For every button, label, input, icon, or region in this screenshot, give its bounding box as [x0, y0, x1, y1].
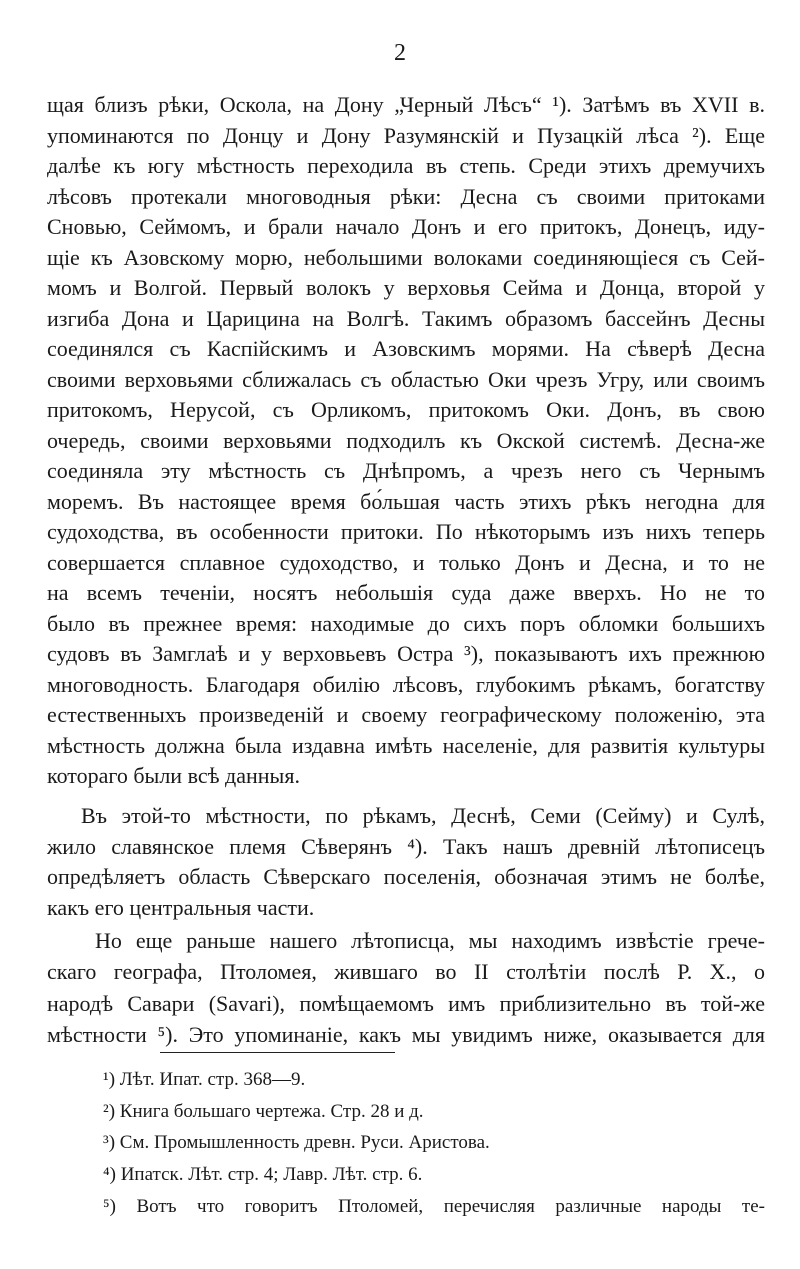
text-line: судоходства, въ особенности притоки. По нѣкоторымъ изъ нихъ теперь — [47, 519, 765, 544]
text-line: мѣстность должна была издавна имѣть населеніе, для развитія культуры — [47, 732, 765, 758]
text-line: Въ этой-то мѣстности, по рѣкамъ, Деснѣ, Семи (Сейму) и Сулѣ, — [81, 803, 765, 828]
footnote: ³) См. Промышленность древн. Руси. Аристова. — [103, 1132, 490, 1154]
text-line: опредѣляетъ область Сѣверскаго поселенія, обозначая этимъ не болѣе, — [47, 864, 765, 889]
text-line: далѣе къ югу мѣстность переходила въ степь. Среди этихъ дремучихъ — [47, 153, 765, 178]
text-line: Сновью, Сеймомъ, и брали начало Донъ и его притокъ, Донецъ, иду- — [47, 214, 765, 239]
text-line: лѣсовъ протекали многоводныя рѣки: Десна съ своими притоками — [47, 183, 765, 209]
text-line: щіе къ Азовскому морю, небольшими волоками соединяющіеся съ Сей- — [47, 244, 765, 270]
footnote-divider — [160, 1052, 395, 1053]
text-line: своими верховьями сближалась съ областью Оки чрезъ Угру, или своимъ — [47, 366, 765, 392]
footnotes — [103, 1064, 765, 1222]
text-line: котораго были всѣ данныя. — [47, 763, 300, 788]
text-line: упоминаются по Донцу и Дону Разумянскій и Пузацкій лѣса ²). Еще — [47, 122, 765, 148]
footnote: ⁴) Ипатск. Лѣт. стр. 4; Лавр. Лѣт. стр. 6. — [103, 1164, 423, 1186]
text-line: мѣстности ⁵). Это упоминаніе, какъ мы увидимъ ниже, оказывается для — [47, 1021, 765, 1047]
text-line: на всемъ теченіи, носятъ небольшія суда даже вверхъ. Но не то — [47, 580, 765, 605]
text-line: какъ его центральныя части. — [47, 894, 315, 920]
text-line: совершается сплавное судоходство, и только Донъ и Десна, и то не — [47, 549, 765, 575]
text-line: очередь, своими верховьями подходилъ къ Окской системѣ. Десна-же — [47, 427, 765, 453]
text-line: народѣ Савари (Savari), помѣщаемомъ имъ приблизительно въ той-же — [47, 990, 765, 1016]
paragraph-2 — [47, 801, 765, 923]
text-line: момъ и Волгой. Первый волокъ у верховья Сейма и Донца, второй у — [47, 275, 765, 300]
text-line: щая близъ рѣки, Оскола, на Дону „Черный Лѣсъ“ ¹). Затѣмъ въ XVII в. — [47, 92, 765, 117]
text-line: соединялся съ Каспійскимъ и Азовскимъ морями. На сѣверѣ Десна — [47, 336, 765, 361]
text-line: судовъ въ Замглаѣ и у верховьевъ Остра ³), показываютъ ихъ прежнюю — [47, 641, 765, 666]
text-line: скаго географа, Птоломея, жившаго во II столѣтіи послѣ Р. Х., о — [47, 959, 765, 985]
text-line: изгиба Дона и Царицина на Волгѣ. Такимъ образомъ бассейнъ Десны — [47, 305, 765, 331]
text-line: многоводность. Благодаря обилію лѣсовъ, глубокимъ рѣкамъ, богатству — [47, 671, 765, 697]
footnote: ²) Книга большаго чертежа. Стр. 28 и д. — [103, 1100, 424, 1122]
page-number: 2 — [394, 40, 406, 66]
text-line: было въ прежнее время: находимые до сихъ поръ обломки большихъ — [47, 610, 765, 636]
text-line: соединяла эту мѣстность съ Днѣпромъ, а чрезъ него съ Чернымъ — [47, 458, 765, 483]
text-line: притокомъ, Нерусой, съ Орликомъ, притокомъ Оки. Донъ, въ свою — [47, 397, 765, 422]
footnote: ¹) Лѣт. Ипат. стр. 368—9. — [103, 1069, 306, 1090]
text-line: жило славянское племя Сѣверянъ ⁴). Такъ нашъ древній лѣтописецъ — [47, 833, 765, 859]
text-line: естественныхъ произведеній и своему географическому положенію, эта — [47, 702, 765, 727]
paragraph-3 — [47, 925, 765, 1050]
paragraph-1 — [47, 90, 765, 792]
text-line: Но еще раньше нашего лѣтописца, мы находимъ извѣстіе грече- — [95, 928, 765, 953]
footnote: ⁵) Вотъ что говоритъ Птоломей, перечисляя различные народы те- — [103, 1195, 765, 1217]
text-line: моремъ. Въ настоящее время бо́льшая часть этихъ рѣкъ негодна для — [47, 488, 765, 514]
